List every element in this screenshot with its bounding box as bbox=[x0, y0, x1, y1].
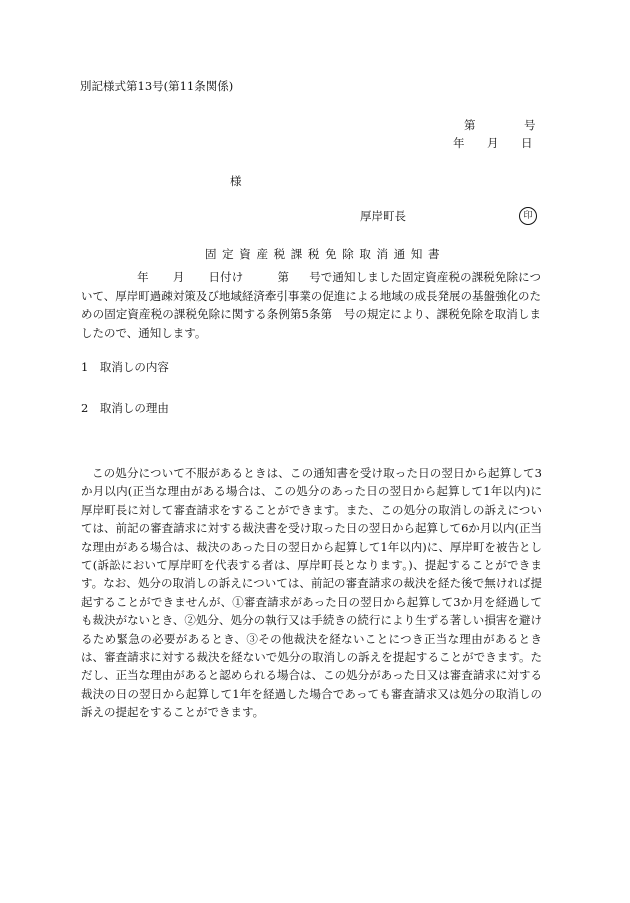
document-title: 固 定 資 産 税 課 税 免 除 取 消 通 知 書 bbox=[205, 247, 441, 261]
recipient-honorific: 様 bbox=[230, 174, 242, 188]
appeal-notice-paragraph: この処分について不服があるときは、この通知書を受け取った日の翌日から起算して3か月以内(正当な理由がある場合は、この処分のあった日の翌日から起算して1年以内)に厚岸町長に対して審査請求をすることができます。また、この処分の取消しの訴えについては、前記の審査請求に対する裁決書を受け取った日の翌日から起算して6か月以内(正当な理由がある場合は、裁決のあった日の翌日から起算して1年以内)に、厚岸町を被告として(訴訟において厚岸町を代表する者は、厚岸町長となります。)、提起することができます。なお、処分の取消しの訴えについては、前記の審査請求の裁決を経た後で無ければ提起することができませんが、①審査請求があった日の翌日から起算して3か月を経過しても裁決がないとき、②処分、処分の執行又は手続きの続行により生ずる著しい損害を避けるため緊急の必要があるとき、③その他裁決を経ないことにつき正当な理由があるときは、審査請求に対する裁決を経ないで処分の取消しの訴えを提起することができます。ただし、正当な理由があると認められる場合は、この処分があった日又は審査請求に対する裁決の日の翌日から起算して1年を経過した場合であっても審査請求又は処分の取消しの訴えの提起をすることができます。 bbox=[81, 466, 542, 720]
body-paragraph bbox=[81, 268, 541, 342]
body-year-label: 年 bbox=[137, 270, 149, 284]
date-year-label: 年 bbox=[453, 136, 465, 150]
document-number-suffix: 号 bbox=[524, 118, 536, 132]
body-dated-label: 日付け bbox=[208, 270, 244, 284]
document-number-prefix: 第 bbox=[464, 118, 476, 132]
sender-title: 厚岸町長 bbox=[360, 209, 406, 223]
section-heading-reason: 2 取消しの理由 bbox=[81, 401, 169, 415]
form-number-label: 別記様式第13号(第11条関係) bbox=[80, 79, 234, 93]
body-text: 号で通知しました固定資産税の課税免除について、厚岸町過疎対策及び地域経済牽引事業の促進による地域の成長発展の基盤強化のための固定資産税の課税免除に関する条例第5条第 号の規定により、課税免除を取消しましたので、通知します。 bbox=[81, 270, 542, 340]
seal-mark: 印 bbox=[519, 207, 537, 225]
body-number-prefix: 第 bbox=[277, 270, 290, 284]
date-month-label: 月 bbox=[487, 136, 499, 150]
section-heading-content: 1 取消しの内容 bbox=[81, 360, 169, 374]
body-month-label: 月 bbox=[172, 270, 185, 284]
date-day-label: 日 bbox=[521, 136, 533, 150]
